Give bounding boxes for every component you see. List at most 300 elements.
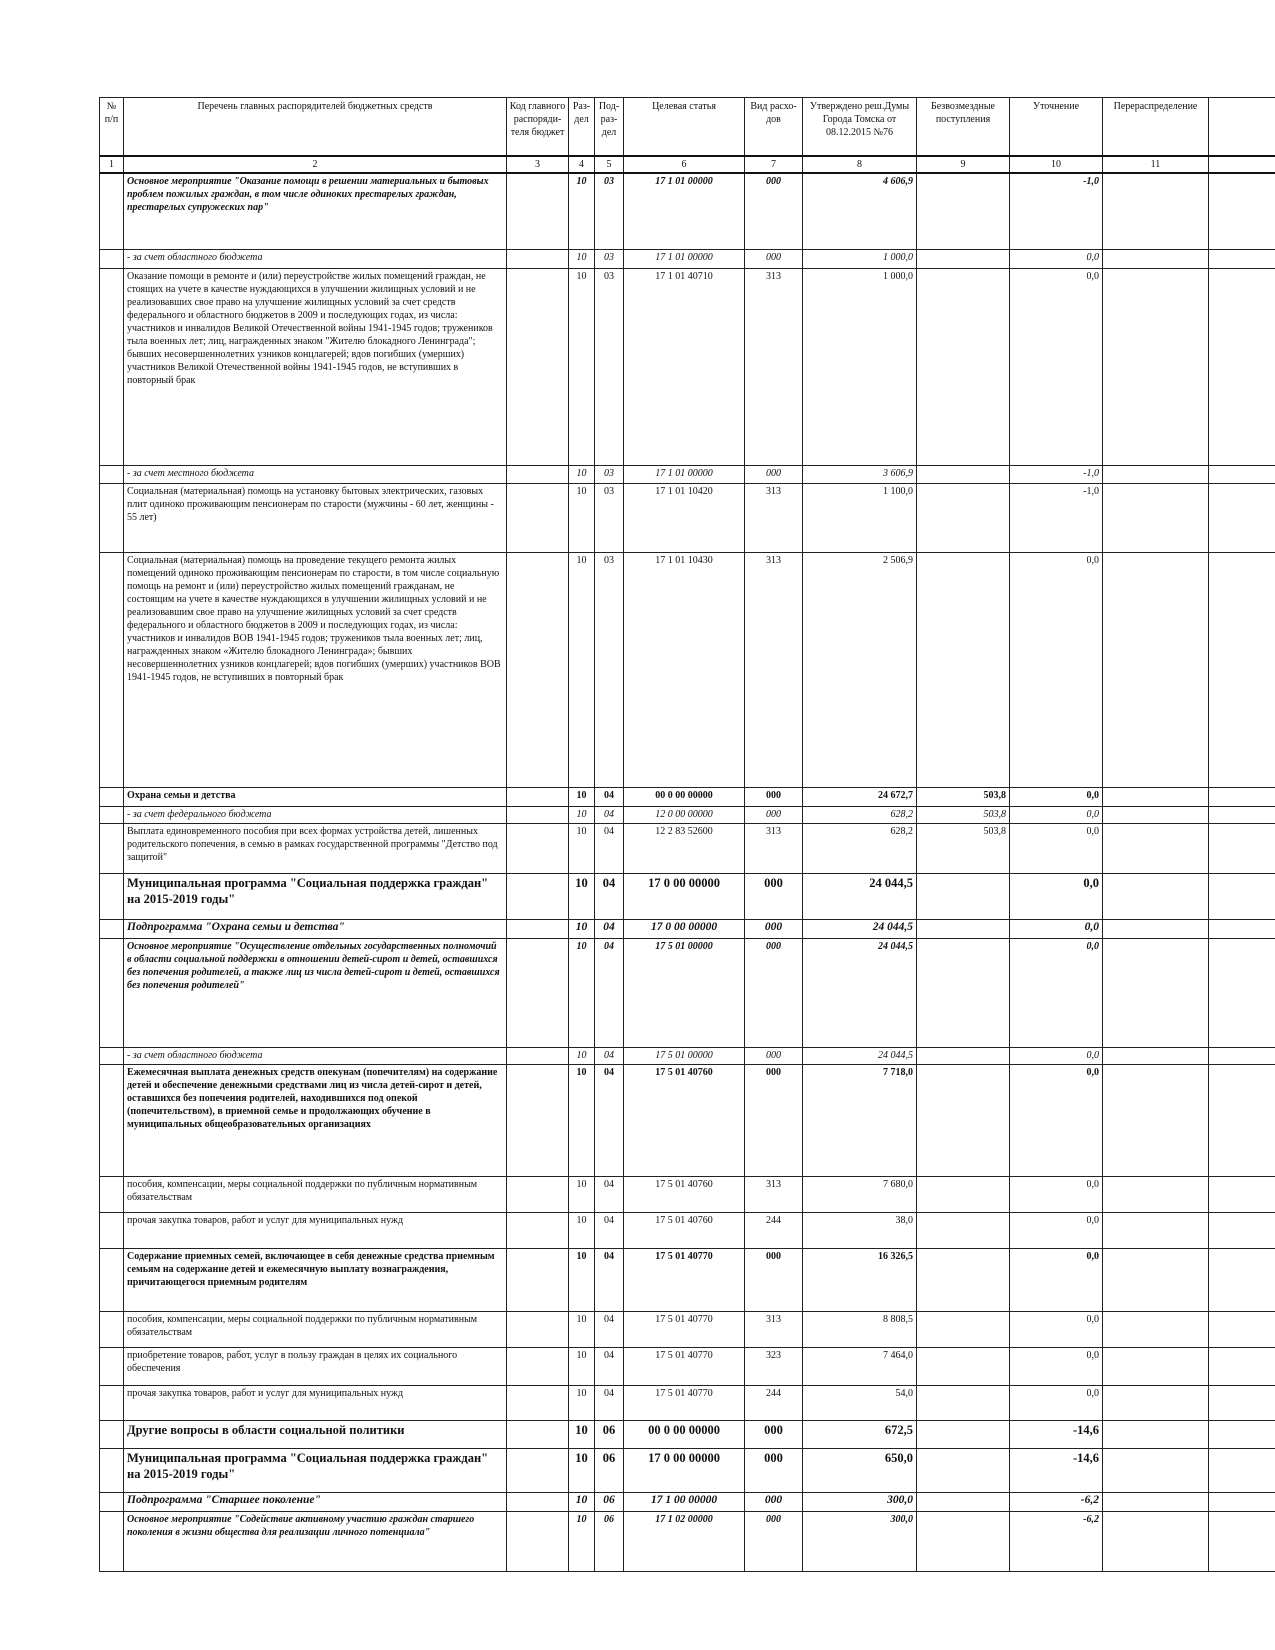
cell-name: пособия, компенсации, меры социальной поддержки по публичным нормативным обязательствам [124, 1177, 507, 1213]
cell-name: Ежемесячная выплата денежных средств опекунам (попечителям) на содержание детей и обеспечение денежными средствами лиц из числа детей-сирот и детей, оставшихся без попечения родителей, находившихся под опекой (попечительством), в приемной семье и продолжающих обучение в муниципальных общеобразовательных организациях [124, 1065, 507, 1177]
cell-approved: 7 680,0 [803, 1177, 917, 1213]
col-header: Раз-дел [569, 98, 595, 157]
cell-name: Охрана семьи и детства [124, 788, 507, 807]
cell-empty [100, 1348, 124, 1386]
cell-empty [1209, 939, 1275, 1048]
cell-change: -6,2 [1010, 1493, 1103, 1512]
cell-podrazdel: 03 [595, 173, 624, 250]
cell-empty [1103, 1493, 1209, 1512]
cell-empty [1103, 1213, 1209, 1249]
cell-change: -1,0 [1010, 466, 1103, 484]
cell-name: Социальная (материальная) помощь на установку бытовых электрических, газовых плит одиноко проживающим пенсионерам по старости (мужчины - 60 лет, женщины - 55 лет) [124, 484, 507, 553]
cell-empty [1103, 1177, 1209, 1213]
cell-empty [1209, 1312, 1275, 1348]
cell-empty [1103, 1449, 1209, 1493]
col-header [1209, 98, 1275, 157]
cell-change: 0,0 [1010, 1348, 1103, 1386]
cell-approved: 8 808,5 [803, 1312, 917, 1348]
cell-gratis [917, 250, 1010, 269]
cell-approved: 1 000,0 [803, 269, 917, 466]
cell-empty [100, 874, 124, 920]
cell-vr: 000 [745, 1493, 803, 1512]
cell-empty [1103, 788, 1209, 807]
cell-cs: 17 1 01 40710 [624, 269, 745, 466]
cell-gratis [917, 874, 1010, 920]
table-row [100, 173, 1275, 250]
cell-name: - за счет местного бюджета [124, 466, 507, 484]
col-number: 8 [803, 156, 917, 173]
col-header: Вид расхо-дов [745, 98, 803, 157]
cell-empty [1209, 269, 1275, 466]
cell-approved: 628,2 [803, 807, 917, 824]
cell-gratis [917, 1421, 1010, 1449]
cell-empty [1209, 250, 1275, 269]
cell-approved: 2 506,9 [803, 553, 917, 788]
cell-cs: 17 1 01 10420 [624, 484, 745, 553]
cell-podrazdel: 06 [595, 1493, 624, 1512]
cell-approved: 628,2 [803, 824, 917, 874]
col-number [1209, 156, 1275, 173]
cell-vr: 000 [745, 1421, 803, 1449]
cell-vr: 244 [745, 1386, 803, 1421]
cell-gratis [917, 1177, 1010, 1213]
cell-empty [100, 1312, 124, 1348]
cell-empty [100, 250, 124, 269]
cell-podrazdel: 04 [595, 1177, 624, 1213]
cell-code [507, 1213, 569, 1249]
cell-empty [1103, 824, 1209, 874]
cell-podrazdel: 04 [595, 939, 624, 1048]
cell-cs: 00 0 00 00000 [624, 1421, 745, 1449]
cell-cs: 17 5 01 40770 [624, 1312, 745, 1348]
col-number: 5 [595, 156, 624, 173]
cell-change: -6,2 [1010, 1512, 1103, 1572]
cell-empty [1103, 874, 1209, 920]
cell-vr: 323 [745, 1348, 803, 1386]
cell-empty [1103, 484, 1209, 553]
cell-podrazdel: 03 [595, 466, 624, 484]
cell-podrazdel: 04 [595, 1048, 624, 1065]
table-row [100, 1421, 1275, 1449]
cell-change: 0,0 [1010, 807, 1103, 824]
cell-vr: 000 [745, 173, 803, 250]
cell-gratis [917, 939, 1010, 1048]
cell-code [507, 1312, 569, 1348]
cell-gratis: 503,8 [917, 788, 1010, 807]
cell-razdel: 10 [569, 939, 595, 1048]
cell-code [507, 920, 569, 939]
cell-change: -14,6 [1010, 1421, 1103, 1449]
cell-razdel: 10 [569, 553, 595, 788]
cell-name: Основное мероприятие "Содействие активному участию граждан старшего поколения в жизни общества для реализации личного потенциала" [124, 1512, 507, 1572]
cell-podrazdel: 04 [595, 1348, 624, 1386]
cell-podrazdel: 04 [595, 920, 624, 939]
table-row [100, 269, 1275, 466]
cell-gratis [917, 1249, 1010, 1312]
cell-empty [100, 1421, 124, 1449]
cell-code [507, 466, 569, 484]
cell-razdel: 10 [569, 1386, 595, 1421]
cell-empty [1209, 807, 1275, 824]
cell-podrazdel: 06 [595, 1449, 624, 1493]
cell-empty [100, 1048, 124, 1065]
cell-gratis [917, 1048, 1010, 1065]
cell-name: - за счет федерального бюджета [124, 807, 507, 824]
cell-code [507, 1348, 569, 1386]
cell-podrazdel: 04 [595, 1249, 624, 1312]
cell-razdel: 10 [569, 1449, 595, 1493]
cell-empty [1209, 1421, 1275, 1449]
col-number: 2 [124, 156, 507, 173]
col-number: 10 [1010, 156, 1103, 173]
cell-approved: 3 606,9 [803, 466, 917, 484]
cell-code [507, 939, 569, 1048]
col-header: Утверждено реш.Думы Города Томска от 08.12.2015 №76 [803, 98, 917, 157]
cell-empty [1103, 1048, 1209, 1065]
cell-name: Основное мероприятие "Осуществление отдельных государственных полномочий в области социальной поддержки в отношении детей-сирот и детей, оставшихся без попечения родителей, а также лиц из числа детей-сирот и детей, оставшихся без попечения родителей" [124, 939, 507, 1048]
cell-empty [1103, 1348, 1209, 1386]
cell-empty [100, 269, 124, 466]
cell-empty [1209, 824, 1275, 874]
cell-code [507, 250, 569, 269]
cell-empty [100, 1065, 124, 1177]
cell-gratis [917, 920, 1010, 939]
col-number: 4 [569, 156, 595, 173]
table-row [100, 1065, 1275, 1177]
cell-empty [100, 173, 124, 250]
cell-change: 0,0 [1010, 1386, 1103, 1421]
budget-table [99, 97, 1275, 1572]
cell-approved: 300,0 [803, 1512, 917, 1572]
cell-change: 0,0 [1010, 939, 1103, 1048]
cell-code [507, 1449, 569, 1493]
cell-empty [1209, 1177, 1275, 1213]
cell-approved: 16 326,5 [803, 1249, 917, 1312]
cell-name: Другие вопросы в области социальной политики [124, 1421, 507, 1449]
table-row [100, 1249, 1275, 1312]
cell-empty [1103, 1512, 1209, 1572]
cell-code [507, 1386, 569, 1421]
cell-approved: 54,0 [803, 1386, 917, 1421]
cell-cs: 17 5 01 00000 [624, 939, 745, 1048]
cell-razdel: 10 [569, 807, 595, 824]
cell-gratis [917, 1386, 1010, 1421]
cell-razdel: 10 [569, 269, 595, 466]
col-number: 9 [917, 156, 1010, 173]
col-header: Уточнение [1010, 98, 1103, 157]
cell-code [507, 788, 569, 807]
cell-gratis: 503,8 [917, 807, 1010, 824]
cell-empty [1103, 1312, 1209, 1348]
cell-gratis [917, 1348, 1010, 1386]
table-row [100, 788, 1275, 807]
cell-code [507, 824, 569, 874]
cell-change: 0,0 [1010, 874, 1103, 920]
cell-empty [1103, 1249, 1209, 1312]
table-row [100, 939, 1275, 1048]
cell-empty [100, 807, 124, 824]
cell-empty [1209, 553, 1275, 788]
cell-gratis [917, 1312, 1010, 1348]
cell-approved: 24 044,5 [803, 920, 917, 939]
cell-name: приобретение товаров, работ, услуг в пользу граждан в целях их социального обеспечения [124, 1348, 507, 1386]
cell-empty [1103, 1421, 1209, 1449]
cell-code [507, 173, 569, 250]
cell-podrazdel: 04 [595, 1065, 624, 1177]
cell-empty [1103, 920, 1209, 939]
table-row [100, 1386, 1275, 1421]
cell-empty [1209, 874, 1275, 920]
cell-razdel: 10 [569, 1249, 595, 1312]
cell-empty [1209, 920, 1275, 939]
cell-cs: 17 1 01 10430 [624, 553, 745, 788]
cell-code [507, 807, 569, 824]
cell-podrazdel: 04 [595, 874, 624, 920]
cell-name: Социальная (материальная) помощь на проведение текущего ремонта жилых помещений одиноко проживающим пенсионерам по старости, в том числе социальную помощь на ремонт и (или) переустройство жилых помещений гражданам, не состоящим на учете в качестве нуждающихся в улучшении жилищных условий и не реализовавшим свое право на улучшение жилищных условий за счет средств федерального и областного бюджетов в 2009 и последующих годах, из числа: участников и инвалидов ВОВ 1941-1945 годов; тружеников тыла военных лет; лиц, награжденных знаком «Жителю блокадного Ленинграда»; бывших несовершеннолетних узников концлагерей; вдов погибших (умерших) участников ВОВ 1941-1945 годов, не вступивших в повторный брак [124, 553, 507, 788]
cell-vr: 000 [745, 1249, 803, 1312]
cell-gratis [917, 173, 1010, 250]
cell-name: Подпрограмма "Старшее поколение" [124, 1493, 507, 1512]
cell-cs: 17 1 01 00000 [624, 250, 745, 269]
cell-name: Подпрограмма "Охрана семьи и детства" [124, 920, 507, 939]
cell-podrazdel: 04 [595, 824, 624, 874]
cell-empty [1103, 939, 1209, 1048]
cell-cs: 17 0 00 00000 [624, 1449, 745, 1493]
cell-empty [100, 1386, 124, 1421]
cell-razdel: 10 [569, 484, 595, 553]
cell-code [507, 553, 569, 788]
cell-podrazdel: 04 [595, 807, 624, 824]
cell-cs: 17 1 01 00000 [624, 466, 745, 484]
col-header: Код главного распоряди-теля бюджет [507, 98, 569, 157]
cell-change: 0,0 [1010, 269, 1103, 466]
cell-empty [1209, 1449, 1275, 1493]
cell-code [507, 1512, 569, 1572]
cell-vr: 000 [745, 920, 803, 939]
cell-code [507, 1249, 569, 1312]
cell-code [507, 269, 569, 466]
cell-empty [1209, 1249, 1275, 1312]
cell-empty [1103, 466, 1209, 484]
cell-change: -1,0 [1010, 173, 1103, 250]
cell-vr: 000 [745, 939, 803, 1048]
cell-name: Основное мероприятие "Оказание помощи в решении материальных и бытовых проблем пожилых граждан, в том числе одиноких престарелых граждан, престарелых супружеских пар" [124, 173, 507, 250]
cell-empty [100, 920, 124, 939]
cell-vr: 000 [745, 466, 803, 484]
cell-gratis [917, 553, 1010, 788]
cell-razdel: 10 [569, 1512, 595, 1572]
col-number: 6 [624, 156, 745, 173]
table-row [100, 920, 1275, 939]
table-row [100, 1213, 1275, 1249]
cell-razdel: 10 [569, 1493, 595, 1512]
cell-podrazdel: 04 [595, 788, 624, 807]
cell-name: - за счет областного бюджета [124, 1048, 507, 1065]
cell-vr: 313 [745, 553, 803, 788]
cell-razdel: 10 [569, 1421, 595, 1449]
cell-cs: 17 1 02 00000 [624, 1512, 745, 1572]
cell-gratis [917, 1065, 1010, 1177]
cell-code [507, 1177, 569, 1213]
cell-gratis [917, 484, 1010, 553]
cell-change: 0,0 [1010, 553, 1103, 788]
col-header: Целевая статья [624, 98, 745, 157]
col-header: № п/п [100, 98, 124, 157]
cell-razdel: 10 [569, 1213, 595, 1249]
cell-change: 0,0 [1010, 824, 1103, 874]
col-number: 1 [100, 156, 124, 173]
table-row [100, 1177, 1275, 1213]
cell-empty [100, 1493, 124, 1512]
cell-name: пособия, компенсации, меры социальной поддержки по публичным нормативным обязательствам [124, 1312, 507, 1348]
cell-vr: 000 [745, 1065, 803, 1177]
cell-name: - за счет областного бюджета [124, 250, 507, 269]
cell-approved: 300,0 [803, 1493, 917, 1512]
cell-empty [1209, 788, 1275, 807]
cell-code [507, 1048, 569, 1065]
cell-empty [1103, 807, 1209, 824]
cell-change: -1,0 [1010, 484, 1103, 553]
cell-empty [100, 1213, 124, 1249]
cell-code [507, 1065, 569, 1177]
cell-vr: 313 [745, 1312, 803, 1348]
cell-empty [1103, 269, 1209, 466]
table-body [100, 173, 1275, 1572]
cell-approved: 24 672,7 [803, 788, 917, 807]
cell-empty [1209, 1493, 1275, 1512]
cell-gratis [917, 1512, 1010, 1572]
cell-empty [100, 1449, 124, 1493]
table-row [100, 466, 1275, 484]
cell-razdel: 10 [569, 250, 595, 269]
cell-empty [100, 553, 124, 788]
col-header: Под-раз-дел [595, 98, 624, 157]
table-row [100, 1493, 1275, 1512]
cell-cs: 17 0 00 00000 [624, 920, 745, 939]
cell-empty [1209, 1213, 1275, 1249]
cell-razdel: 10 [569, 1348, 595, 1386]
cell-change: 0,0 [1010, 920, 1103, 939]
cell-empty [100, 1177, 124, 1213]
cell-gratis [917, 1213, 1010, 1249]
cell-gratis [917, 1449, 1010, 1493]
cell-code [507, 874, 569, 920]
cell-razdel: 10 [569, 1177, 595, 1213]
cell-change: 0,0 [1010, 1048, 1103, 1065]
cell-empty [1209, 173, 1275, 250]
cell-name: Оказание помощи в ремонте и (или) переустройстве жилых помещений граждан, не стоящих на учете в качестве нуждающихся в улучшении жилищных условий и не реализовавших свое право на улучшение жилищных условий за счет средств федерального и областного бюджетов в 2009 и последующих годах, из числа: участников и инвалидов Великой Отечественной войны 1941-1945 годов; тружеников тыла военных лет; лиц, награжденных знаком "Жителю блокадного Ленинграда"; бывших несовершеннолетних узников концлагерей; вдов погибших (умерших) участников Великой Отечественной войны 1941-1945 годов, не вступивших в повторный брак [124, 269, 507, 466]
cell-cs: 17 5 01 40760 [624, 1177, 745, 1213]
cell-podrazdel: 06 [595, 1421, 624, 1449]
cell-cs: 17 5 01 00000 [624, 1048, 745, 1065]
cell-change: -14,6 [1010, 1449, 1103, 1493]
table-row [100, 807, 1275, 824]
cell-cs: 00 0 00 00000 [624, 788, 745, 807]
cell-cs: 17 0 00 00000 [624, 874, 745, 920]
cell-podrazdel: 04 [595, 1213, 624, 1249]
cell-podrazdel: 04 [595, 1386, 624, 1421]
cell-gratis: 503,8 [917, 824, 1010, 874]
cell-podrazdel: 03 [595, 484, 624, 553]
cell-empty [1209, 1512, 1275, 1572]
cell-gratis [917, 466, 1010, 484]
col-header: Безвозмездные поступления [917, 98, 1010, 157]
table-row [100, 484, 1275, 553]
cell-razdel: 10 [569, 788, 595, 807]
cell-code [507, 1421, 569, 1449]
cell-change: 0,0 [1010, 1312, 1103, 1348]
cell-empty [100, 466, 124, 484]
cell-vr: 000 [745, 1048, 803, 1065]
cell-empty [1209, 1065, 1275, 1177]
cell-razdel: 10 [569, 874, 595, 920]
cell-approved: 7 718,0 [803, 1065, 917, 1177]
cell-empty [100, 788, 124, 807]
table-row [100, 1512, 1275, 1572]
cell-change: 0,0 [1010, 788, 1103, 807]
table-row [100, 1048, 1275, 1065]
cell-empty [100, 1512, 124, 1572]
table-row [100, 874, 1275, 920]
cell-cs: 17 5 01 40770 [624, 1249, 745, 1312]
cell-gratis [917, 1493, 1010, 1512]
cell-name: прочая закупка товаров, работ и услуг для муниципальных нужд [124, 1213, 507, 1249]
table-row [100, 553, 1275, 788]
cell-podrazdel: 03 [595, 269, 624, 466]
cell-approved: 650,0 [803, 1449, 917, 1493]
cell-name: Муниципальная программа "Социальная поддержка граждан" на 2015-2019 годы" [124, 1449, 507, 1493]
cell-approved: 38,0 [803, 1213, 917, 1249]
col-header: Перераспределение [1103, 98, 1209, 157]
cell-name: Муниципальная программа "Социальная поддержка граждан" на 2015-2019 годы" [124, 874, 507, 920]
cell-razdel: 10 [569, 920, 595, 939]
cell-name: Содержание приемных семей, включающее в себя денежные средства приемным семьям на содержание детей и ежемесячную выплату вознаграждения, причитающегося приемным родителям [124, 1249, 507, 1312]
cell-empty [1209, 466, 1275, 484]
cell-cs: 17 1 01 00000 [624, 173, 745, 250]
cell-empty [1209, 1048, 1275, 1065]
cell-podrazdel: 04 [595, 1312, 624, 1348]
table-row [100, 1348, 1275, 1386]
cell-podrazdel: 03 [595, 250, 624, 269]
table-row [100, 1449, 1275, 1493]
cell-vr: 000 [745, 874, 803, 920]
budget-document [99, 97, 1275, 1650]
cell-change: 0,0 [1010, 1177, 1103, 1213]
cell-razdel: 10 [569, 1048, 595, 1065]
cell-razdel: 10 [569, 1312, 595, 1348]
cell-razdel: 10 [569, 466, 595, 484]
cell-cs: 17 5 01 40770 [624, 1386, 745, 1421]
cell-change: 0,0 [1010, 250, 1103, 269]
cell-cs: 17 1 00 00000 [624, 1493, 745, 1512]
cell-empty [1209, 1386, 1275, 1421]
cell-vr: 000 [745, 807, 803, 824]
cell-razdel: 10 [569, 173, 595, 250]
cell-empty [1103, 173, 1209, 250]
cell-empty [1209, 1348, 1275, 1386]
cell-code [507, 1493, 569, 1512]
cell-cs: 17 5 01 40760 [624, 1065, 745, 1177]
cell-change: 0,0 [1010, 1213, 1103, 1249]
cell-empty [100, 824, 124, 874]
cell-empty [100, 484, 124, 553]
cell-vr: 313 [745, 1177, 803, 1213]
cell-change: 0,0 [1010, 1249, 1103, 1312]
table-row [100, 1312, 1275, 1348]
col-number: 11 [1103, 156, 1209, 173]
cell-gratis [917, 269, 1010, 466]
cell-vr: 244 [745, 1213, 803, 1249]
